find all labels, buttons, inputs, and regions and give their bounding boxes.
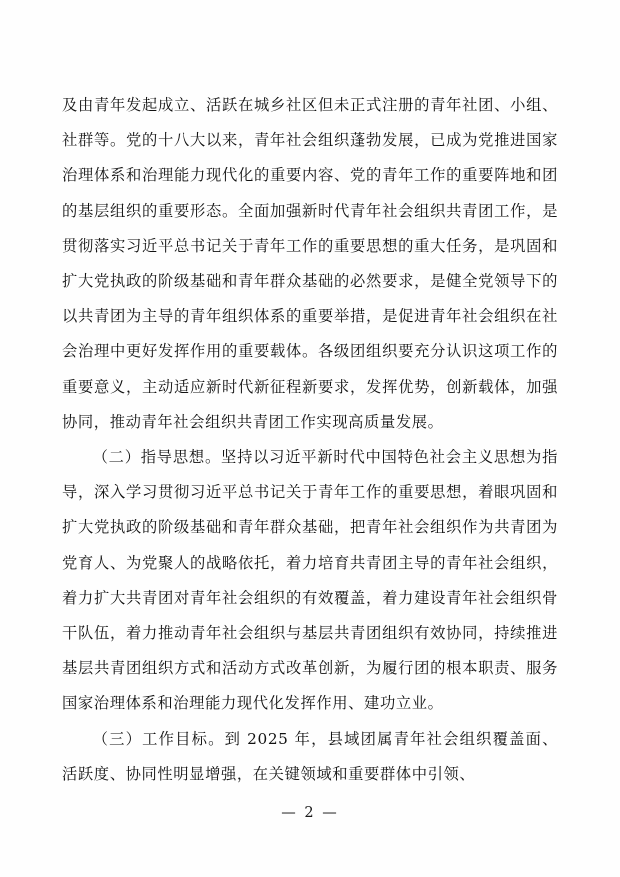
document-body <box>62 88 558 792</box>
paragraph-continued: 及由青年发起成立、活跃在城乡社区但未正式注册的青年社团、小组、社群等。党的十八大以来，青年社会组织蓬勃发展，已成为党推进国家治理体系和治理能力现代化的重要内容、党的青年工作的重要阵地和团的基层组织的重要形态。全面加强新时代青年社会组织共青团工作，是贯彻落实习近平总书记关于青年工作的重要思想的重大任务，是巩固和扩大党执政的阶级基础和青年群众基础的必然要求，是健全党领导下的以共青团为主导的青年组织体系的重要举措，是促进青年社会组织在社会治理中更好发挥作用的重要载体。各级团组织要充分认识这项工作的重要意义，主动适应新时代新征程新要求，发挥优势，创新载体，加强协同，推动青年社会组织共青团工作实现高质量发展。 <box>62 96 558 431</box>
paragraph-guiding-thought: （二）指导思想。坚持以习近平新时代中国特色社会主义思想为指导，深入学习贯彻习近平总书记关于青年工作的重要思想，着眼巩固和扩大党执政的阶级基础和青年群众基础，把青年社会组织作为共青团为党育人、为党聚人的战略依托，着力培育共青团主导的青年社会组织，着力扩大共青团对青年社会组织的有效覆盖，着力建设青年社会组织骨干队伍，着力推动青年社会组织与基层共青团组织有效协同，持续推进基层共青团组织方式和活动方式改革创新，为履行团的根本职责、服务国家治理体系和治理能力现代化发挥作用、建功立业。 <box>62 448 558 713</box>
page-number: — 2 — <box>281 805 339 821</box>
paragraph-work-goal: （三）工作目标。到 2025 年，县域团属青年社会组织覆盖面、活跃度、协同性明显增强，在关键领域和重要群体中引领、 <box>62 729 558 783</box>
